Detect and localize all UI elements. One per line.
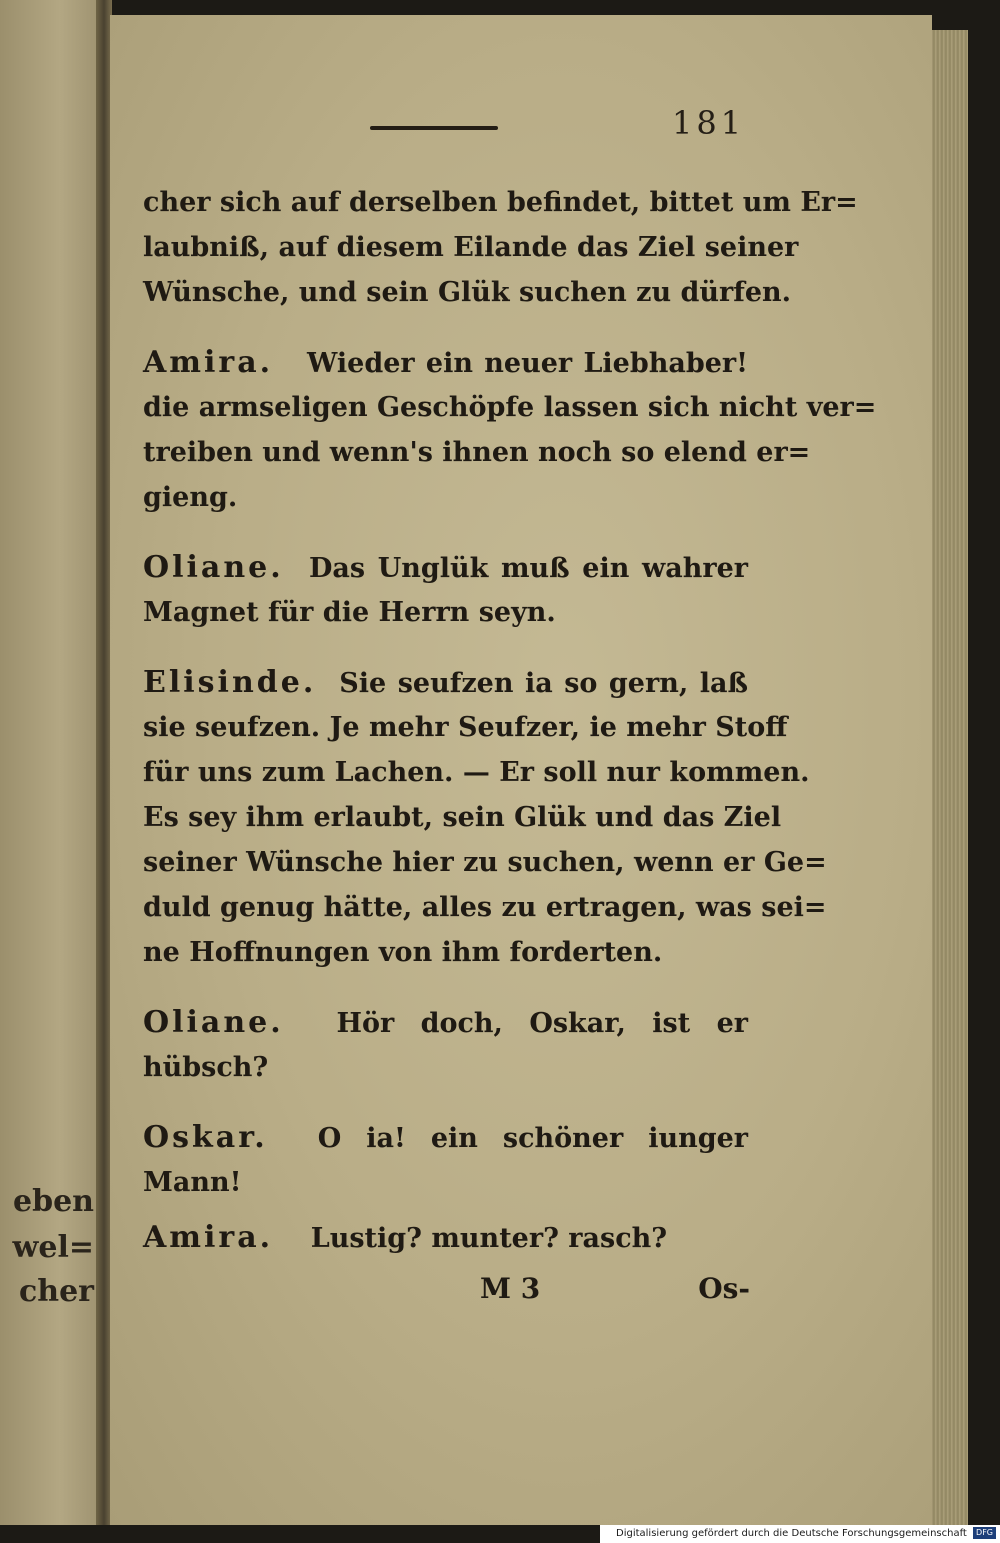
- left-page-fragment: cher: [19, 1274, 94, 1309]
- dialogue-line: [143, 1000, 748, 1045]
- text-line: laubniß, auf diesem Eilande das Ziel seiner: [143, 232, 799, 263]
- text-line: Es sey ihm erlaubt, sein Glük und das Ziel: [143, 802, 782, 833]
- speaker-name: Oliane.: [143, 550, 284, 585]
- left-page-fragment: wel=: [12, 1230, 94, 1265]
- text-line: sie seufzen. Je mehr Seufzer, ie mehr Stoff: [143, 712, 788, 743]
- text-line: für uns zum Lachen. — Er soll nur kommen.: [143, 757, 810, 788]
- text-line: seiner Wünsche hier zu suchen, wenn er Ge=: [143, 847, 827, 878]
- speech-text: Hör doch, Oskar, ist er: [336, 1008, 748, 1039]
- text-line: hübsch?: [143, 1052, 269, 1083]
- text-line: duld genug hätte, alles zu ertragen, was sei=: [143, 892, 827, 923]
- speech-text: Lustig? munter? rasch?: [310, 1223, 668, 1254]
- speech-text: Sie seufzen ia so gern, laß: [339, 668, 748, 699]
- page-edges: [932, 30, 968, 1525]
- text-line: treiben und wenn's ihnen noch so elend er=: [143, 437, 811, 468]
- digitization-footer: [600, 1525, 1000, 1543]
- header-rule: [370, 126, 498, 130]
- speech-text: Das Unglük muß ein wahrer: [308, 553, 748, 584]
- left-page: [0, 0, 100, 1525]
- speech-text: O ia! ein schöner iunger: [317, 1123, 748, 1154]
- catchword: Os-: [698, 1272, 750, 1305]
- text-line: ne Hoffnungen von ihm forderten.: [143, 937, 663, 968]
- dialogue-line: [143, 340, 748, 385]
- left-page-fragment: eben: [13, 1184, 94, 1219]
- dialogue-line: [143, 1115, 748, 1160]
- page-footer-marks: [480, 1272, 750, 1312]
- page-text: [143, 180, 877, 1260]
- dialogue-line: [143, 1215, 748, 1260]
- footer-text: Digitalisierung gefördert durch die Deutsche Forschungsgemeinschaft: [616, 1528, 967, 1539]
- text-line: cher sich auf derselben befindet, bittet um Er=: [143, 187, 858, 218]
- speaker-name: Elisinde.: [143, 665, 317, 700]
- dialogue-line: [143, 660, 748, 705]
- speech-text: Wieder ein neuer Liebhaber!: [307, 348, 749, 379]
- text-line: Mann!: [143, 1167, 242, 1198]
- speaker-name: Amira.: [143, 345, 274, 380]
- speaker-name: Oskar.: [143, 1120, 268, 1155]
- dialogue-line: [143, 545, 748, 590]
- signature-mark: M 3: [480, 1272, 541, 1305]
- text-line: die armseligen Geschöpfe lassen sich nicht ver=: [143, 392, 877, 423]
- text-line: Wünsche, und sein Glük suchen zu dürfen.: [143, 277, 792, 308]
- dfg-logo-icon: DFG: [973, 1527, 996, 1539]
- speaker-name: Amira.: [143, 1220, 274, 1255]
- page-number: 181: [672, 104, 746, 142]
- text-line: Magnet für die Herrn seyn.: [143, 597, 556, 628]
- speaker-name: Oliane.: [143, 1005, 284, 1040]
- text-line: gieng.: [143, 482, 238, 513]
